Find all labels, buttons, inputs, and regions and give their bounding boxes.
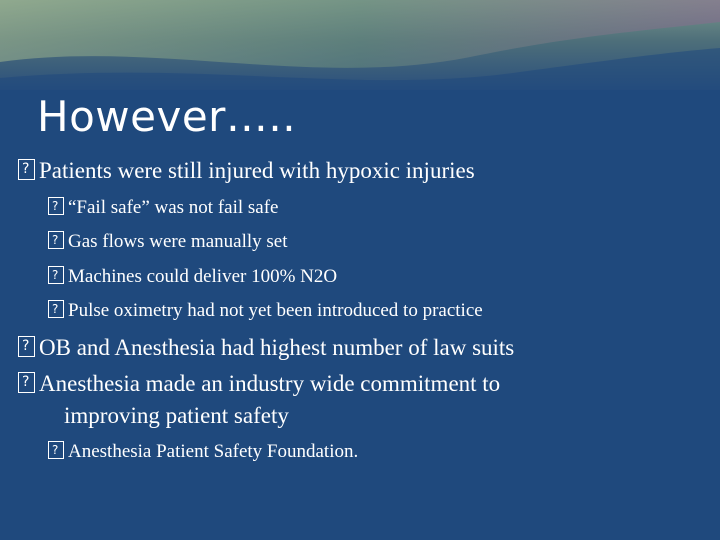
bullet-text: OB and Anesthesia had highest number of law suits bbox=[39, 335, 515, 360]
bullet-text: Patients were still injured with hypoxic injuries bbox=[39, 158, 475, 183]
sub-bullet-item bbox=[48, 197, 279, 219]
bullet-text: Machines could deliver 100% N2O bbox=[68, 266, 338, 287]
bullet-text: “Fail safe” was not fail safe bbox=[68, 197, 279, 218]
bullet-text: Pulse oximetry had not yet been introduced to practice bbox=[68, 300, 483, 321]
bullet-text: Gas flows were manually set bbox=[68, 231, 288, 252]
sub-bullet-item bbox=[48, 300, 483, 322]
missing-glyph-bullet-icon bbox=[48, 266, 64, 284]
bullet-item bbox=[18, 371, 500, 397]
missing-glyph-bullet-icon bbox=[48, 197, 64, 215]
sub-bullet-item bbox=[48, 441, 358, 463]
missing-glyph-bullet-icon bbox=[18, 372, 35, 393]
missing-glyph-bullet-icon bbox=[48, 300, 64, 318]
bullet-text: Anesthesia Patient Safety Foundation. bbox=[68, 441, 359, 462]
bullet-text: Anesthesia made an industry wide commitment to bbox=[39, 371, 501, 396]
bullet-text: improving patient safety bbox=[64, 403, 289, 428]
missing-glyph-bullet-icon bbox=[18, 336, 35, 357]
missing-glyph-bullet-icon bbox=[48, 441, 64, 459]
bullet-item bbox=[18, 335, 514, 361]
sub-bullet-item bbox=[48, 231, 288, 253]
sub-bullet-item bbox=[48, 266, 337, 288]
missing-glyph-bullet-icon bbox=[48, 231, 64, 249]
bullet-item bbox=[18, 158, 475, 184]
missing-glyph-bullet-icon bbox=[18, 159, 35, 180]
bullet-continuation bbox=[64, 403, 289, 429]
slide-title: However….. bbox=[37, 92, 297, 141]
